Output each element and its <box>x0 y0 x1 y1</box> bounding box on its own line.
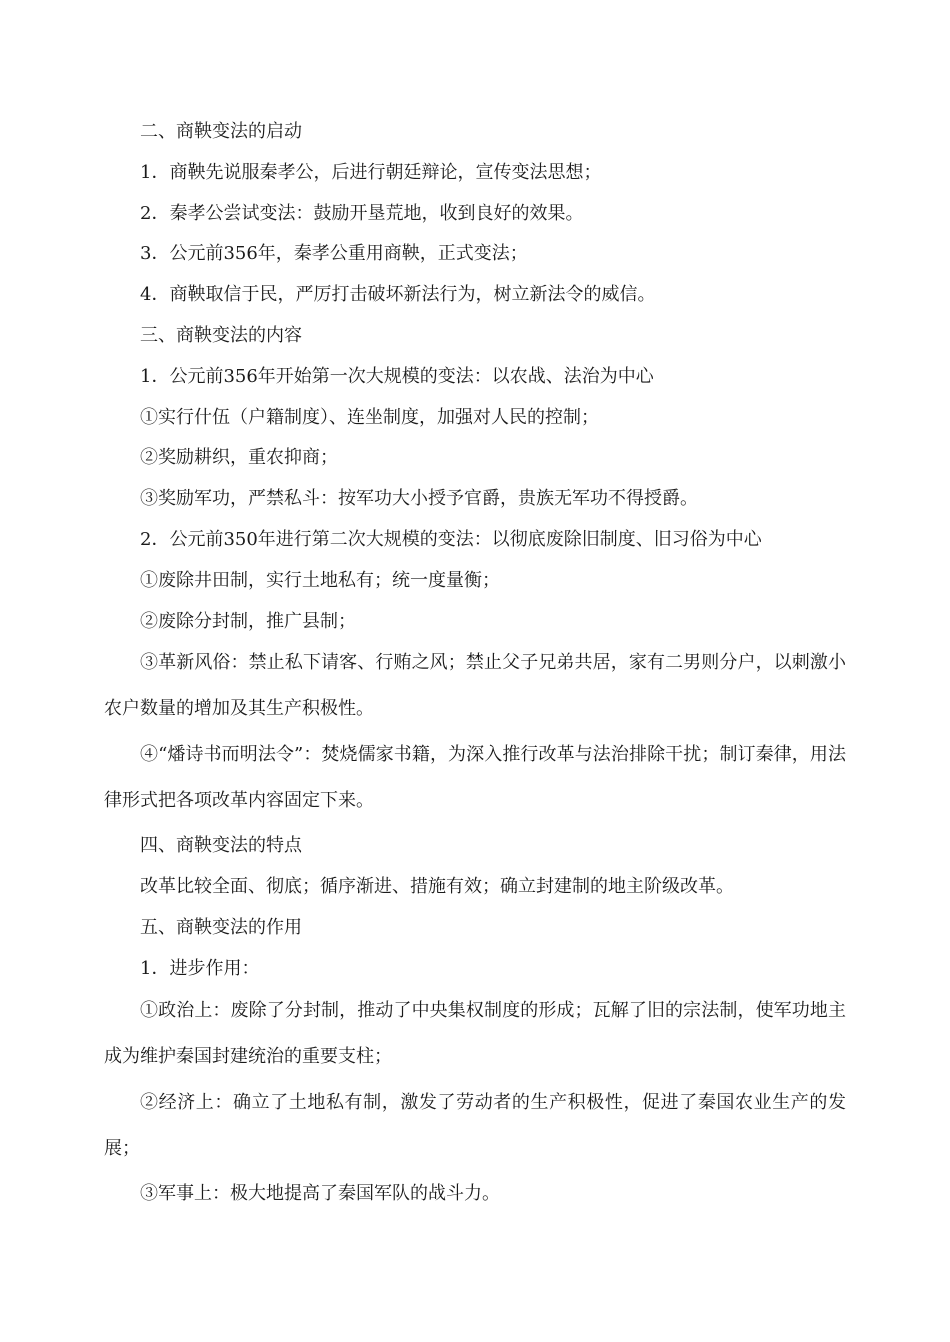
list-item: ①实行什伍（户籍制度）、连坐制度，加强对人民的控制； <box>140 406 599 428</box>
section-heading-effects: 五、商鞅变法的作用 <box>140 916 302 938</box>
list-item: ①政治上：废除了分封制，推动了中央集权制度的形成；瓦解了旧的宗法制，使军功地主成为维护秦国封建统治的重要支柱； <box>104 999 846 1067</box>
section-heading-content: 三、商鞅变法的内容 <box>140 324 302 346</box>
section-heading-features: 四、商鞅变法的特点 <box>140 835 302 857</box>
list-item: ③奖励军功，严禁私斗：按军功大小授予官爵，贵族无军功不得授爵。 <box>140 488 698 510</box>
list-item: ②奖励耕织，重农抑商； <box>140 447 338 469</box>
paragraph: 3．公元前356年，秦孝公重用商鞅，正式变法； <box>140 243 528 265</box>
document-body <box>104 112 846 1214</box>
paragraph: 2．秦孝公尝试变法：鼓励开垦荒地，收到良好的效果。 <box>140 202 584 224</box>
list-item: ④“燔诗书而明法令”：焚烧儒家书籍，为深入推行改革与法治排除干扰；制订秦律，用法律形式把各项改革内容固定下来。 <box>104 744 846 812</box>
paragraph: 4．商鞅取信于民，严厉打击破坏新法行为，树立新法令的威信。 <box>140 284 656 306</box>
list-item: ②废除分封制，推广县制； <box>140 610 356 632</box>
paragraph: 1．公元前356年开始第一次大规模的变法：以农战、法治为中心 <box>140 365 654 387</box>
paragraph: 1．进步作用： <box>140 957 260 979</box>
list-item: ③军事上：极大地提高了秦国军队的战斗力。 <box>140 1182 500 1204</box>
paragraph: 2．公元前350年进行第二次大规模的变法：以彻底废除旧制度、旧习俗为中心 <box>140 528 762 550</box>
paragraph: 改革比较全面、彻底；循序渐进、措施有效；确立封建制的地主阶级改革。 <box>140 876 734 898</box>
paragraph: 1．商鞅先说服秦孝公，后进行朝廷辩论，宣传变法思想； <box>140 161 602 183</box>
list-item: ②经济上：确立了土地私有制，激发了劳动者的生产积极性，促进了秦国农业生产的发展； <box>104 1091 846 1159</box>
list-item: ①废除井田制，实行土地私有；统一度量衡； <box>140 569 500 591</box>
list-item: ③革新风俗：禁止私下请客、行贿之风；禁止父子兄弟共居，家有二男则分户，以刺激小农户数量的增加及其生产积极性。 <box>104 652 846 720</box>
section-heading-launch: 二、商鞅变法的启动 <box>140 121 302 142</box>
